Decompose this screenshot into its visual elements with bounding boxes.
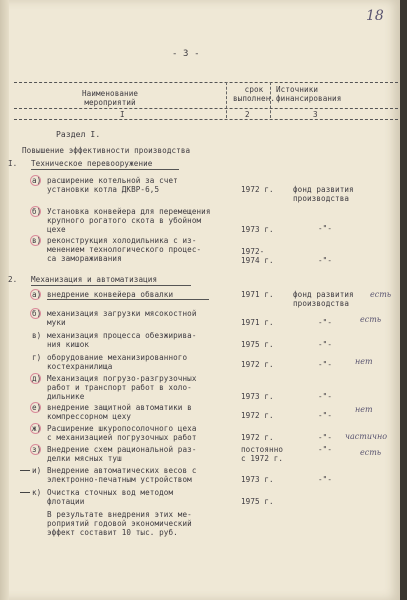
- handwritten-note: нет: [355, 357, 373, 366]
- item-term: 1975 г.: [241, 497, 274, 506]
- item-source: фонд развития производства: [293, 185, 354, 204]
- item-text: реконструкция холодильника с из- менением технологического процес- са замораживания: [47, 236, 202, 264]
- item-text: Расширение шкуропосолочного цеха с механизацией погрузочных работ: [47, 424, 197, 443]
- item-text: Внедрение автоматических весов с электронно-печатным устройством: [47, 466, 197, 485]
- item-letter: ж): [32, 424, 42, 433]
- item-term: 1972 г.: [241, 411, 274, 420]
- item-text: Установка конвейера для перемещения крупного рогатого скота в убойном цехе: [47, 207, 211, 235]
- header-col-name: Наименование мероприятий: [82, 89, 139, 108]
- group-number: 2.: [8, 275, 18, 284]
- item-letter: б): [32, 309, 42, 318]
- item-source: -"-: [318, 445, 333, 454]
- item-letter: в): [32, 331, 42, 340]
- handwritten-note: нет: [355, 405, 373, 414]
- item-text: внедрение защитной автоматики в компрессорном цеху: [47, 403, 192, 422]
- group-number: I.: [8, 159, 18, 168]
- group-title-underline: [31, 285, 191, 286]
- item-source: фонд развития производства: [293, 290, 354, 309]
- header-num-3: 3: [313, 110, 318, 119]
- item-letter: и): [32, 466, 42, 475]
- handwritten-sheet-number: 18: [366, 8, 384, 24]
- item-text: механизация процесса обезжирива- ния кишок: [47, 331, 197, 350]
- item-term: 1973 г.: [241, 225, 274, 234]
- item-source: -"-: [318, 475, 333, 484]
- header-top-rule: [14, 82, 398, 83]
- item-source: -"-: [318, 256, 333, 265]
- item-text: механизация загрузки мясокостной муки: [47, 309, 197, 328]
- group-title: Техническое перевооружение: [31, 159, 153, 168]
- header-num-1: I: [120, 110, 125, 119]
- item-text: Очистка сточных вод методом флотации: [47, 488, 174, 507]
- header-mid-rule: [14, 108, 398, 109]
- margin-tick-mark: [20, 492, 30, 493]
- item-letter: е): [32, 403, 42, 412]
- item-term: 1973 г.: [241, 475, 274, 484]
- margin-tick-mark: [20, 470, 30, 471]
- handwritten-note: есть: [360, 315, 382, 324]
- item-source: -"-: [318, 318, 333, 327]
- item-letter: г): [32, 353, 42, 362]
- item-letter: д): [32, 374, 42, 383]
- item-text: внедрение конвейера обвалки: [47, 290, 174, 299]
- binding-edge: [0, 0, 9, 600]
- item-letter: а): [32, 290, 42, 299]
- item-term: постоянно с 1972 г.: [241, 445, 284, 464]
- item-term: 1971 г.: [241, 318, 274, 327]
- item-source: -"-: [318, 433, 333, 442]
- item-letter: а): [32, 176, 42, 185]
- item-text: Внедрение схем рациональной раз- делки мясных туш: [47, 445, 197, 464]
- header-bottom-rule: [14, 119, 398, 120]
- item-term: 1975 г.: [241, 340, 274, 349]
- section-title: Раздел I.: [56, 130, 101, 139]
- item-term: 1972- 1974 г.: [241, 247, 274, 266]
- header-divider-1: [226, 82, 227, 118]
- item-term: 1972 г.: [241, 433, 274, 442]
- item-term: 1973 г.: [241, 392, 274, 401]
- group-title-underline: [31, 169, 179, 170]
- conclusion-text: В результате внедрения этих ме- роприятий годовой экономический эффект составит 10 тыс. руб.: [47, 510, 192, 538]
- group-title: Механизация и автоматизация: [31, 275, 158, 284]
- header-col-source: Источники финансирования: [276, 85, 342, 104]
- item-source: -"-: [318, 360, 333, 369]
- item-term: 1971 г.: [241, 290, 274, 299]
- item-text: расширение котельной за счет установки котла ДКВР-6,5: [47, 176, 178, 195]
- item-text: Механизация погрузо-разгрузочных работ и транспорт работ в холо- дильнике: [47, 374, 197, 402]
- item-letter: в): [32, 236, 42, 245]
- item-letter: б): [32, 207, 42, 216]
- header-num-2: 2: [245, 110, 250, 119]
- page-number: - 3 -: [172, 49, 200, 59]
- item-source: -"-: [318, 392, 333, 401]
- item-letter: к): [32, 488, 42, 497]
- handwritten-note: частично: [345, 432, 388, 441]
- item-underline: [47, 299, 209, 300]
- item-term: 1972 г.: [241, 360, 274, 369]
- item-source: -"-: [318, 340, 333, 349]
- section-subtitle: Повышение эффективности производства: [22, 146, 191, 155]
- header-col-term: срок выполнен.: [233, 85, 276, 104]
- item-letter: з): [32, 445, 42, 454]
- handwritten-note: есть: [370, 290, 392, 299]
- item-text: оборудование механизированного костехранилища: [47, 353, 188, 372]
- item-source: -"-: [318, 411, 333, 420]
- item-term: 1972 г.: [241, 185, 274, 194]
- item-source: -"-: [318, 224, 333, 233]
- handwritten-note: есть: [360, 448, 382, 457]
